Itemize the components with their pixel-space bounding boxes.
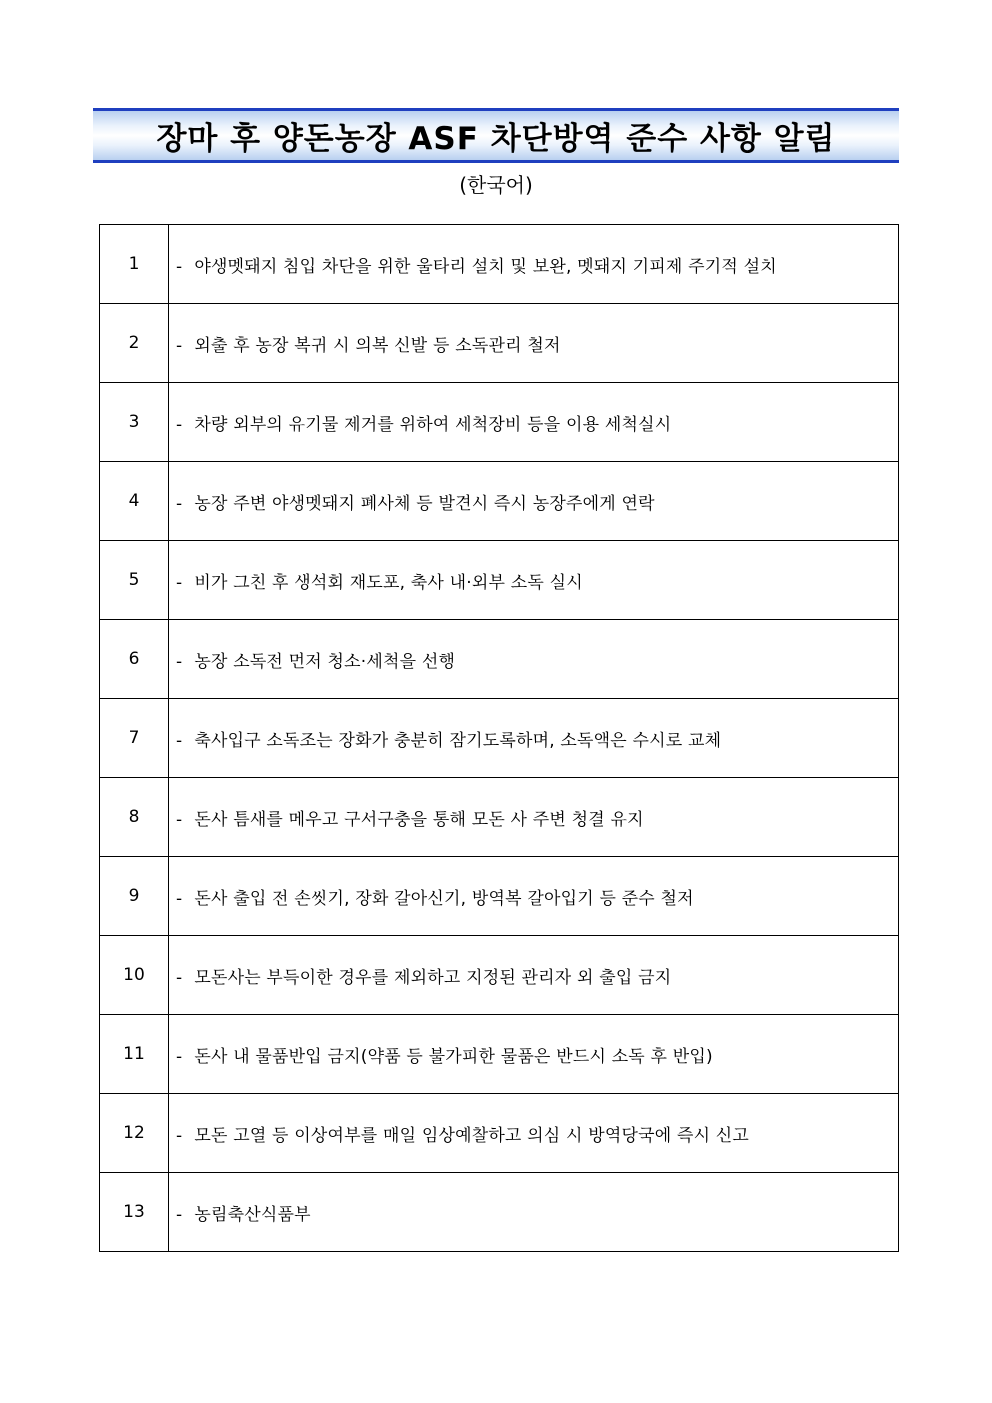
row-text: [169, 541, 899, 620]
row-text-content: 농장 소독전 먼저 청소·세척을 선행: [194, 651, 456, 672]
row-text: [169, 1094, 899, 1173]
notice-table: [99, 224, 899, 1252]
bullet-dash: -: [176, 1125, 183, 1146]
row-text: [169, 304, 899, 383]
row-text: [169, 462, 899, 541]
row-number: 4: [100, 462, 169, 541]
table-row: [100, 857, 899, 936]
bullet-dash: -: [176, 809, 183, 830]
row-number: 10: [100, 936, 169, 1015]
bullet-dash: -: [176, 967, 183, 988]
row-number: 13: [100, 1173, 169, 1252]
row-text: [169, 936, 899, 1015]
row-text-content: 농림축산식품부: [194, 1204, 311, 1225]
table-row: [100, 778, 899, 857]
row-number: 6: [100, 620, 169, 699]
bullet-dash: -: [176, 414, 183, 435]
table-row: [100, 1094, 899, 1173]
bullet-dash: -: [176, 572, 183, 593]
row-text-content: 외출 후 농장 복귀 시 의복 신발 등 소독관리 철저: [194, 335, 561, 356]
table-row: [100, 1015, 899, 1094]
row-text-content: 돈사 출입 전 손씻기, 장화 갈아신기, 방역복 갈아입기 등 준수 철저: [194, 888, 694, 909]
row-text-content: 축사입구 소독조는 장화가 충분히 잠기도록하며, 소독액은 수시로 교체: [194, 730, 722, 751]
bullet-dash: -: [176, 335, 183, 356]
language-subtitle: (한국어): [459, 173, 533, 197]
row-text: [169, 1173, 899, 1252]
title-banner: [93, 108, 899, 163]
row-number: 12: [100, 1094, 169, 1173]
bullet-dash: -: [176, 730, 183, 751]
row-text: [169, 699, 899, 778]
table-row: [100, 462, 899, 541]
bullet-dash: -: [176, 1204, 183, 1225]
row-text-content: 비가 그친 후 생석회 재도포, 축사 내·외부 소독 실시: [194, 572, 583, 593]
row-text: [169, 620, 899, 699]
row-text: [169, 1015, 899, 1094]
bullet-dash: -: [176, 1046, 183, 1067]
row-text-content: 차량 외부의 유기물 제거를 위하여 세척장비 등을 이용 세척실시: [194, 414, 672, 435]
bullet-dash: -: [176, 888, 183, 909]
table-row: [100, 383, 899, 462]
row-number: 1: [100, 225, 169, 304]
row-number: 7: [100, 699, 169, 778]
bullet-dash: -: [176, 651, 183, 672]
row-text-content: 모돈 고열 등 이상여부를 매일 임상예찰하고 의심 시 방역당국에 즉시 신고: [194, 1125, 750, 1146]
row-text: [169, 778, 899, 857]
row-text: [169, 383, 899, 462]
table-row: [100, 620, 899, 699]
table-row: [100, 936, 899, 1015]
row-text-content: 돈사 틈새를 메우고 구서구충을 통해 모돈 사 주변 청결 유지: [194, 809, 644, 830]
row-text-content: 돈사 내 물품반입 금지(약품 등 불가피한 물품은 반드시 소독 후 반입): [194, 1046, 713, 1067]
table-row: [100, 225, 899, 304]
table-row: [100, 541, 899, 620]
row-number: 8: [100, 778, 169, 857]
row-text-content: 농장 주변 야생멧돼지 폐사체 등 발견시 즉시 농장주에게 연락: [194, 493, 655, 514]
table-row: [100, 1173, 899, 1252]
table-row: [100, 304, 899, 383]
row-text: [169, 857, 899, 936]
row-text-content: 야생멧돼지 침입 차단을 위한 울타리 설치 및 보완, 멧돼지 기피제 주기적 설치: [194, 256, 777, 277]
bullet-dash: -: [176, 493, 183, 514]
row-number: 2: [100, 304, 169, 383]
row-text: [169, 225, 899, 304]
row-number: 11: [100, 1015, 169, 1094]
row-number: 3: [100, 383, 169, 462]
row-number: 5: [100, 541, 169, 620]
table-row: [100, 699, 899, 778]
row-number: 9: [100, 857, 169, 936]
row-text-content: 모돈사는 부득이한 경우를 제외하고 지정된 관리자 외 출입 금지: [194, 967, 672, 988]
page-title: 장마 후 양돈농장 ASF 차단방역 준수 사항 알림: [156, 121, 836, 157]
bullet-dash: -: [176, 256, 183, 277]
